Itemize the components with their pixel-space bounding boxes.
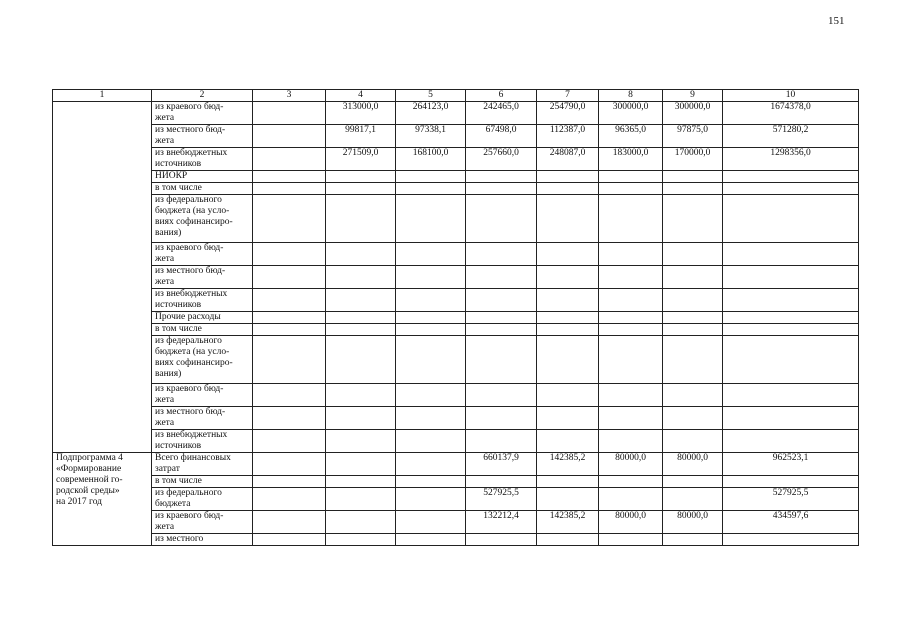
table-cell [466, 534, 537, 546]
row-label-line: бюджета [155, 499, 191, 509]
row-label [152, 407, 253, 430]
table-cell: 97338,1 [396, 125, 466, 148]
table-row [53, 171, 859, 183]
table-cell [537, 384, 599, 407]
row-label-line: жета [155, 277, 175, 287]
row-label [152, 289, 253, 312]
table-cell [663, 384, 723, 407]
table-cell: 300000,0 [663, 102, 723, 125]
table-cell [396, 243, 466, 266]
table-cell [396, 511, 466, 534]
column-header: 1 [53, 90, 152, 102]
column-header: 7 [537, 90, 599, 102]
table-cell: 99817,1 [326, 125, 396, 148]
table-cell [396, 195, 466, 243]
table-cell: 1674378,0 [723, 102, 859, 125]
table-cell [253, 336, 326, 384]
table-cell: 96365,0 [599, 125, 663, 148]
table-cell [599, 534, 663, 546]
table-cell [723, 407, 859, 430]
table-row [53, 324, 859, 336]
table-cell: 962523,1 [723, 453, 859, 476]
table-cell [723, 243, 859, 266]
table-cell [396, 534, 466, 546]
table-cell [466, 324, 537, 336]
row-label-line: бюджета (на усло- [155, 206, 230, 216]
table-cell [599, 488, 663, 511]
table-cell [396, 453, 466, 476]
table-cell [663, 324, 723, 336]
table-cell [599, 476, 663, 488]
row-label-line: из краевого бюд- [155, 102, 224, 112]
table-cell [326, 384, 396, 407]
table-cell [663, 430, 723, 453]
table-cell [537, 243, 599, 266]
table-cell [326, 488, 396, 511]
table-cell [537, 430, 599, 453]
table-cell [253, 183, 326, 195]
table-cell [326, 183, 396, 195]
table-row [53, 266, 859, 289]
row-label [152, 195, 253, 243]
table-cell [253, 534, 326, 546]
table-cell: 254790,0 [537, 102, 599, 125]
table-cell [723, 430, 859, 453]
table-row [53, 430, 859, 453]
subprogram-title-line: родской среды» [56, 486, 120, 496]
table-cell [396, 384, 466, 407]
table-cell: 264123,0 [396, 102, 466, 125]
table-body [53, 90, 859, 546]
table-cell [599, 324, 663, 336]
subprogram-title-line: на 2017 год [56, 497, 103, 507]
table-cell: 80000,0 [663, 511, 723, 534]
row-label [152, 171, 253, 183]
table-cell [396, 312, 466, 324]
table-cell [326, 453, 396, 476]
table-cell [396, 183, 466, 195]
table-cell [396, 266, 466, 289]
row-label-line: из внебюджетных [155, 148, 228, 158]
row-label-line: источников [155, 159, 202, 169]
table-cell [723, 324, 859, 336]
table-cell [537, 534, 599, 546]
table-cell: 660137,9 [466, 453, 537, 476]
table-row [53, 336, 859, 384]
table-cell: 183000,0 [599, 148, 663, 171]
row-label [152, 511, 253, 534]
table-cell [723, 476, 859, 488]
table-cell: 242465,0 [466, 102, 537, 125]
table-cell [396, 324, 466, 336]
column-header: 9 [663, 90, 723, 102]
table-cell: 271509,0 [326, 148, 396, 171]
row-label [152, 243, 253, 266]
table-row [53, 125, 859, 148]
table-cell [537, 183, 599, 195]
row-label [152, 183, 253, 195]
row-label-line: из федерального [155, 488, 222, 498]
table-cell [326, 511, 396, 534]
row-label-line: в том числе [155, 183, 202, 193]
row-label-line: жета [155, 395, 175, 405]
row-label-line: из местного бюд- [155, 125, 226, 135]
table-cell [599, 183, 663, 195]
table-row [53, 476, 859, 488]
row-label [152, 312, 253, 324]
table-cell [253, 266, 326, 289]
subprogram-title-line: «Формирование [56, 464, 122, 474]
table-cell [396, 488, 466, 511]
table-cell [466, 183, 537, 195]
column-header: 8 [599, 90, 663, 102]
table-cell [253, 453, 326, 476]
table-cell: 97875,0 [663, 125, 723, 148]
row-label-line: НИОКР [155, 171, 188, 181]
table-cell [663, 195, 723, 243]
table-cell [537, 171, 599, 183]
table-cell: 142385,2 [537, 453, 599, 476]
table-cell [723, 289, 859, 312]
table-cell [537, 324, 599, 336]
row-label-line: из федерального [155, 336, 222, 346]
row-label-line: из краевого бюд- [155, 384, 224, 394]
table-cell [663, 243, 723, 266]
row-label [152, 453, 253, 476]
row-label-line: виях софинансиро- [155, 217, 233, 227]
table-cell [599, 266, 663, 289]
subprogram-title-line: Подпрограмма 4 [56, 453, 123, 463]
table-row [53, 407, 859, 430]
row-label-line: виях софинансиро- [155, 358, 233, 368]
row-label [152, 266, 253, 289]
row-label [152, 476, 253, 488]
table-cell [253, 171, 326, 183]
table-cell [326, 195, 396, 243]
row-label-line: вания) [155, 369, 182, 379]
column-header: 6 [466, 90, 537, 102]
table-cell: 571280,2 [723, 125, 859, 148]
table-cell [466, 407, 537, 430]
row-label-line: Прочие расходы [155, 312, 221, 322]
table-cell [326, 243, 396, 266]
table-cell: 313000,0 [326, 102, 396, 125]
table-cell [663, 312, 723, 324]
table-cell [253, 243, 326, 266]
table-cell [253, 102, 326, 125]
budget-table [52, 89, 859, 546]
column-header: 4 [326, 90, 396, 102]
table-cell: 527925,5 [466, 488, 537, 511]
table-row [53, 148, 859, 171]
table-cell [466, 171, 537, 183]
table-row [53, 511, 859, 534]
table-cell [599, 336, 663, 384]
table-cell [723, 171, 859, 183]
row-label-line: жета [155, 522, 175, 532]
table-cell [599, 384, 663, 407]
table-cell: 112387,0 [537, 125, 599, 148]
table-cell: 168100,0 [396, 148, 466, 171]
table-cell [253, 125, 326, 148]
row-label [152, 324, 253, 336]
table-cell [663, 534, 723, 546]
table-cell [723, 195, 859, 243]
table-cell [537, 488, 599, 511]
table-cell [396, 289, 466, 312]
table-cell: 80000,0 [599, 511, 663, 534]
table-cell [663, 183, 723, 195]
table-cell [723, 384, 859, 407]
table-cell: 434597,6 [723, 511, 859, 534]
row-label [152, 430, 253, 453]
row-label-line: источников [155, 441, 202, 451]
table-cell [253, 324, 326, 336]
table-cell [326, 324, 396, 336]
table-cell: 142385,2 [537, 511, 599, 534]
table-cell [599, 195, 663, 243]
subprogram-title-line: современной го- [56, 475, 123, 485]
table-cell [396, 430, 466, 453]
row-label [152, 488, 253, 511]
table-cell [253, 195, 326, 243]
table-cell [466, 195, 537, 243]
table-cell [663, 266, 723, 289]
table-cell [599, 312, 663, 324]
row-label-line: затрат [155, 464, 180, 474]
table-cell [253, 312, 326, 324]
row-label-line: в том числе [155, 324, 202, 334]
table-cell [253, 148, 326, 171]
table-cell [253, 407, 326, 430]
table-cell: 257660,0 [466, 148, 537, 171]
table-cell [599, 289, 663, 312]
table-cell [396, 336, 466, 384]
table-cell [326, 336, 396, 384]
header-row [53, 90, 859, 102]
table-cell [466, 266, 537, 289]
table-cell [723, 534, 859, 546]
row-label-line: источников [155, 300, 202, 310]
table-row [53, 195, 859, 243]
table-cell [723, 183, 859, 195]
row-label-line: из федерального [155, 195, 222, 205]
table-cell [466, 289, 537, 312]
row-label-line: жета [155, 418, 175, 428]
table-cell [326, 430, 396, 453]
table-cell [723, 266, 859, 289]
table-cell [599, 243, 663, 266]
table-cell [326, 289, 396, 312]
table-cell: 248087,0 [537, 148, 599, 171]
row-label-line: в том числе [155, 476, 202, 486]
table-cell [253, 511, 326, 534]
column-header: 3 [253, 90, 326, 102]
row-label-line: из местного бюд- [155, 266, 226, 276]
table-cell [466, 430, 537, 453]
table-cell [663, 476, 723, 488]
row-label-line: из краевого бюд- [155, 511, 224, 521]
table-cell [723, 312, 859, 324]
table-cell [599, 430, 663, 453]
table-cell [663, 336, 723, 384]
table-row [53, 183, 859, 195]
table-cell [537, 289, 599, 312]
table-cell [466, 336, 537, 384]
table-cell [663, 289, 723, 312]
table-cell [326, 534, 396, 546]
table-cell [326, 312, 396, 324]
table-cell [537, 266, 599, 289]
row-label-line: жета [155, 136, 175, 146]
table-cell [326, 476, 396, 488]
row-label-line: Всего финансовых [155, 453, 231, 463]
table-cell [396, 171, 466, 183]
row-label [152, 534, 253, 546]
table-cell [253, 289, 326, 312]
table-row [53, 243, 859, 266]
subprogram-title [53, 453, 152, 546]
table-row [53, 102, 859, 125]
column-header: 2 [152, 90, 253, 102]
table-cell: 527925,5 [723, 488, 859, 511]
table-cell [326, 407, 396, 430]
row-label-line: бюджета (на усло- [155, 347, 230, 357]
row-label-line: вания) [155, 228, 182, 238]
table-cell [537, 312, 599, 324]
row-label [152, 148, 253, 171]
column-header: 5 [396, 90, 466, 102]
table-cell: 300000,0 [599, 102, 663, 125]
table-cell [537, 407, 599, 430]
row-label [152, 125, 253, 148]
table-cell [326, 266, 396, 289]
table-cell [396, 407, 466, 430]
table-cell: 80000,0 [599, 453, 663, 476]
table-cell [723, 336, 859, 384]
row-label-line: жета [155, 254, 175, 264]
row-label [152, 102, 253, 125]
table-cell [663, 488, 723, 511]
row-label-line: из краевого бюд- [155, 243, 224, 253]
table-row [53, 534, 859, 546]
table-cell [537, 195, 599, 243]
table-cell [253, 488, 326, 511]
table-cell: 1298356,0 [723, 148, 859, 171]
table-row [53, 312, 859, 324]
table-cell [537, 476, 599, 488]
column-header: 10 [723, 90, 859, 102]
table-cell: 132212,4 [466, 511, 537, 534]
table-cell [253, 430, 326, 453]
table-cell [599, 171, 663, 183]
row-label-line: жета [155, 113, 175, 123]
row-label-line: из местного [155, 534, 204, 544]
table-cell [466, 312, 537, 324]
table-row [53, 488, 859, 511]
table-cell [326, 171, 396, 183]
page-number: 151 [828, 15, 845, 27]
row-label-line: из местного бюд- [155, 407, 226, 417]
table-cell [466, 384, 537, 407]
table-row [53, 289, 859, 312]
table-cell [253, 384, 326, 407]
table-cell: 67498,0 [466, 125, 537, 148]
table-row [53, 384, 859, 407]
table-cell [466, 243, 537, 266]
table-cell: 170000,0 [663, 148, 723, 171]
table-cell [663, 407, 723, 430]
table-cell [466, 476, 537, 488]
table-cell [396, 476, 466, 488]
table-cell: 80000,0 [663, 453, 723, 476]
table-cell [537, 336, 599, 384]
table-cell [253, 476, 326, 488]
table-cell [663, 171, 723, 183]
empty-group-cell [53, 102, 152, 453]
table-row [53, 453, 859, 476]
row-label-line: из внебюджетных [155, 430, 228, 440]
row-label-line: из внебюджетных [155, 289, 228, 299]
row-label [152, 384, 253, 407]
row-label [152, 336, 253, 384]
table-cell [599, 407, 663, 430]
